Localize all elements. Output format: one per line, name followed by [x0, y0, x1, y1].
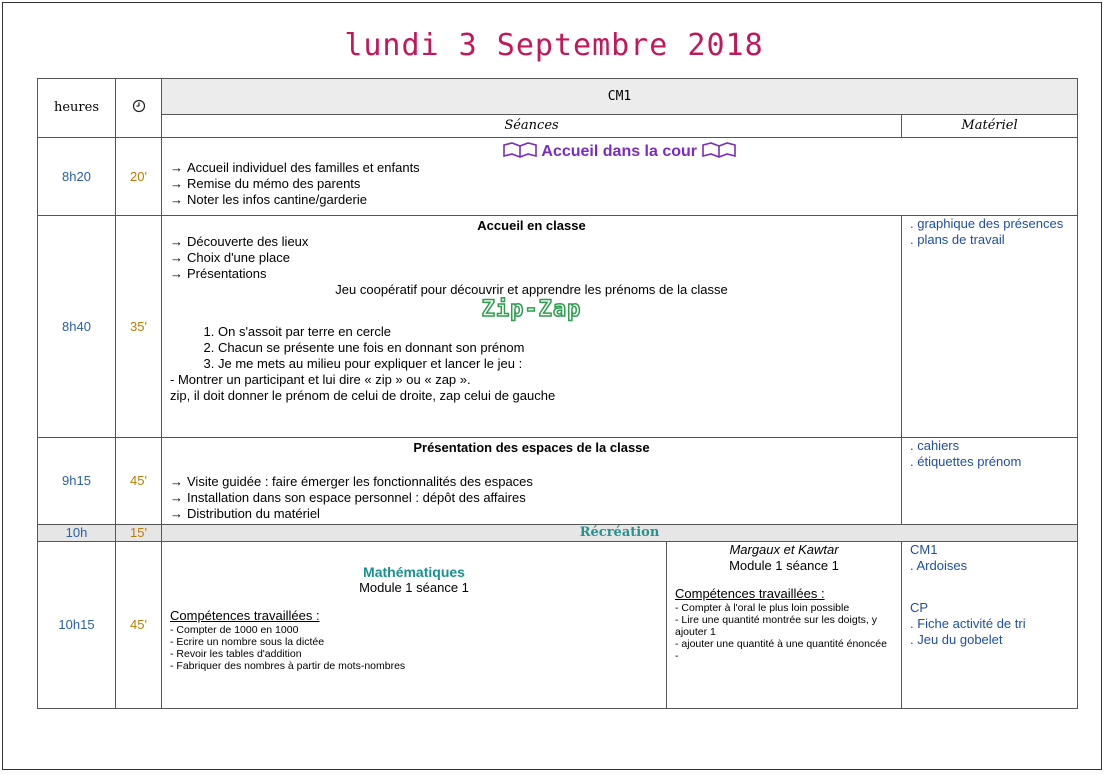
materiel-cell: [902, 216, 1078, 438]
activity-cell: [162, 438, 902, 525]
materiel-group-label: CM1: [910, 542, 938, 557]
game-rule: - Montrer un participant et lui dire « zip » ou « zap ».: [170, 372, 471, 387]
open-book-icon: [502, 142, 538, 158]
duration-cell: 45': [116, 438, 162, 525]
time-cell: 10h15: [38, 542, 116, 709]
list-item: → Choix d'une place: [170, 250, 893, 266]
activity-heading: [170, 142, 1069, 160]
list-item: - Fabriquer des nombres à partir de mots-nombres: [170, 660, 406, 672]
competences-label: Compétences travaillées :: [170, 608, 320, 623]
materiel-item: . étiquettes prénom: [910, 454, 1022, 469]
list-item: - Lire une quantité montrée sur les doigts, y ajouter 1: [675, 614, 877, 638]
subheader-row: [38, 115, 1078, 138]
activity-subtitle: Module 1 séance 1: [359, 580, 469, 595]
clock-icon: [132, 99, 146, 113]
list-item: - Compter à l'oral le plus loin possible: [675, 602, 850, 614]
list-item: → Remise du mémo des parents: [170, 176, 1069, 192]
duration-cell: 35': [116, 216, 162, 438]
list-item: 3. Je me mets au milieu pour expliquer et lancer le jeu :: [218, 356, 893, 372]
class-header: CM1: [162, 79, 1078, 115]
row-maths: [38, 542, 1078, 709]
list-item: → Présentations: [170, 266, 893, 282]
list-item: - ajouter une quantité à une quantité énoncée: [675, 638, 887, 650]
list-item: 1. On s'assoit par terre en cercle: [218, 324, 893, 340]
game-name: Zip-Zap: [481, 297, 582, 322]
seances-header: Séances: [162, 115, 902, 138]
steps-list: [170, 324, 893, 372]
open-book-icon: [701, 142, 737, 158]
time-cell: 10h: [38, 525, 116, 542]
list-item: → Découverte des lieux: [170, 234, 893, 250]
time-cell: 8h20: [38, 138, 116, 216]
recreation-label: Récréation: [162, 525, 1078, 542]
materiel-group-label: CP: [910, 600, 929, 615]
materiel-item: . Fiche activité de tri: [910, 616, 1026, 631]
activity-heading: Mathématiques: [363, 564, 465, 580]
list-item: → Accueil individuel des familles et enfants: [170, 160, 1069, 176]
game-rule: zip, il doit donner le prénom de celui de droite, zap celui de gauche: [170, 388, 556, 403]
list-item: → Noter les infos cantine/garderie: [170, 192, 1069, 208]
row-accueil-classe: [38, 216, 1078, 438]
schedule-table: [37, 78, 1078, 709]
list-item: 2. Chacun se présente une fois en donnant son prénom: [218, 340, 893, 356]
materiel-header: Matériel: [902, 115, 1078, 138]
header-row: [38, 79, 1078, 115]
list-item: - Ecrire un nombre sous la dictée: [170, 636, 325, 648]
activity-cell: [162, 542, 902, 709]
list-item: → Distribution du matériel: [170, 506, 893, 522]
materiel-item: . Jeu du gobelet: [910, 632, 1003, 647]
split-activity: [162, 542, 901, 708]
list-item: → Installation dans son espace personnel : dépôt des affaires: [170, 490, 893, 506]
time-cell: 8h40: [38, 216, 116, 438]
materiel-cell: [902, 542, 1078, 709]
cp-activity: [667, 542, 901, 708]
duration-cell: 20': [116, 138, 162, 216]
row-recreation: [38, 525, 1078, 542]
competences-label: Compétences travaillées :: [675, 586, 825, 601]
heures-header: heures: [38, 79, 116, 138]
clock-header: [116, 79, 162, 138]
game-intro: Jeu coopératif pour découvrir et apprendre les prénoms de la classe: [335, 282, 728, 297]
list-item: - Revoir les tables d'addition: [170, 648, 302, 660]
row-accueil-cour: [38, 138, 1078, 216]
cm1-activity: [162, 542, 667, 708]
duration-cell: 15': [116, 525, 162, 542]
list-item: -: [675, 650, 679, 662]
materiel-item: . cahiers: [910, 438, 960, 453]
activity-heading: Accueil en classe: [477, 218, 586, 233]
materiel-item: . Ardoises: [910, 558, 968, 573]
materiel-item: . plans de travail: [910, 232, 1005, 247]
time-cell: 9h15: [38, 438, 116, 525]
page-title: lundi 3 Septembre 2018: [344, 28, 764, 63]
activity-subtitle: Module 1 séance 1: [729, 558, 839, 573]
materiel-item: . graphique des présences: [910, 216, 1064, 231]
student-names: Margaux et Kawtar: [729, 542, 839, 557]
spacer: [910, 574, 1077, 600]
activity-heading: Présentation des espaces de la classe: [413, 440, 650, 455]
row-espaces: [38, 438, 1078, 525]
duration-cell: 45': [116, 542, 162, 709]
activity-cell: [162, 216, 902, 438]
activity-heading-text: Accueil dans la cour: [541, 143, 698, 160]
list-item: - Compter de 1000 en 1000: [170, 624, 299, 636]
list-item: → Visite guidée : faire émerger les fonctionnalités des espaces: [170, 474, 893, 490]
materiel-cell: [902, 438, 1078, 525]
activity-cell: [162, 138, 1078, 216]
